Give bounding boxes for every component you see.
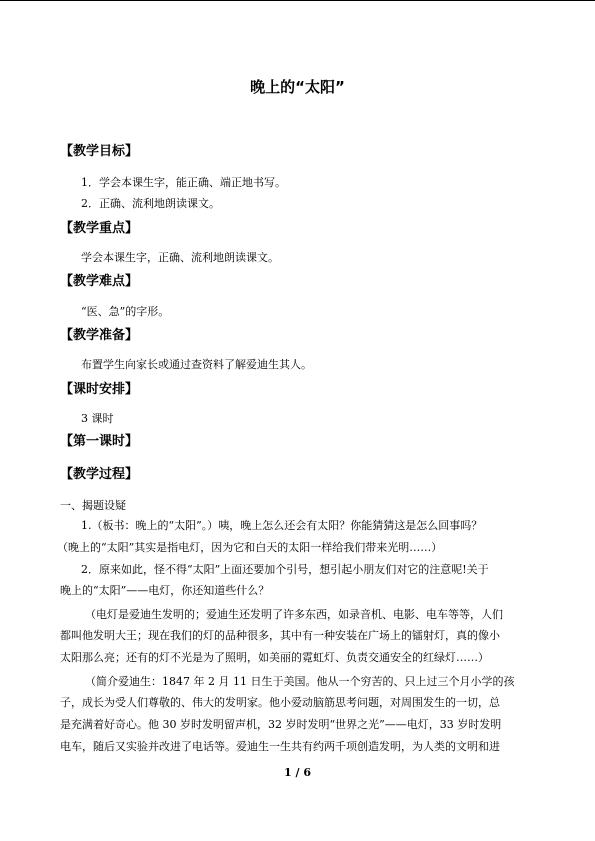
process-line: 太阳那么亮；还有的灯不光是为了照明，如美丽的霓虹灯、负责交通安全的红绿灯……） — [60, 651, 489, 664]
process-line: （电灯是爱迪生发明的；爱迪生还发明了许多东西，如录音机、电影、电车等等，人们 — [85, 608, 503, 621]
process-line: （简介爱迪生：1847 年 2 月 11 日生于美国。他从一个穷苦的、只上过三个月小学的孩 — [85, 675, 515, 688]
first-lesson-heading: 【第一课时】 — [60, 434, 139, 449]
process-line: 电车，随后又实验并改进了电话等。爱迪生一生共有约两千项创造发明，为人类的文明和进 — [60, 740, 500, 753]
process-line: 2．原来如此，怪不得“太阳”上面还要加个引号，想引起小朋友们对它的注意呢!关于 — [81, 563, 489, 576]
process-line: （晚上的“太阳”其实是指电灯，因为它和白天的太阳一样给我们带来光明……） — [57, 541, 443, 554]
difficulties-heading: 【教学难点】 — [60, 274, 139, 289]
process-line: 是充满着好奇心。他 30 岁时发明留声机，32 岁时发明“世界之光”——电灯，33 岁时发明 — [60, 718, 502, 731]
process-line: 晚上的“太阳”——电灯，你还知道些什么？ — [60, 584, 270, 597]
process-line: 一、揭题设疑 — [60, 499, 126, 512]
schedule-heading: 【课时安排】 — [60, 382, 139, 397]
preparation-text: 布置学生向家长或通过查资料了解爱迪生其人。 — [81, 358, 312, 371]
top-rule — [0, 0, 595, 1]
process-line: 1.（板书：晚上的“太阳”。）咦，晚上怎么还会有太阳？你能猜猜这是怎么回事吗？ — [81, 519, 483, 532]
process-line: 都叫他发明大王；现在我们的灯的品种很多，其中有一种安装在广场上的镭射灯，真的像小 — [60, 629, 500, 642]
key-points-heading: 【教学重点】 — [60, 221, 139, 236]
process-heading: 【教学过程】 — [60, 467, 139, 482]
key-points-text: 学会本课生字，正确、流利地朗读课文。 — [81, 251, 279, 264]
objectives-heading: 【教学目标】 — [60, 144, 139, 159]
objective-item-1: 1．学会本课生字，能正确、端正地书写。 — [81, 176, 286, 189]
document-title: 晚上的“太阳” — [250, 78, 345, 96]
page-number: 1 / 6 — [284, 766, 311, 779]
difficulties-text: “医、急”的字形。 — [81, 305, 170, 318]
objective-item-2: 2．正确、流利地朗读课文。 — [81, 197, 220, 210]
schedule-text: 3 课时 — [81, 412, 114, 425]
process-line: 子，成长为受人们尊敬的、伟大的发明家。他小爱动脑筋思考问题，对周围发生的一切，总 — [60, 696, 500, 709]
preparation-heading: 【教学准备】 — [60, 328, 139, 343]
